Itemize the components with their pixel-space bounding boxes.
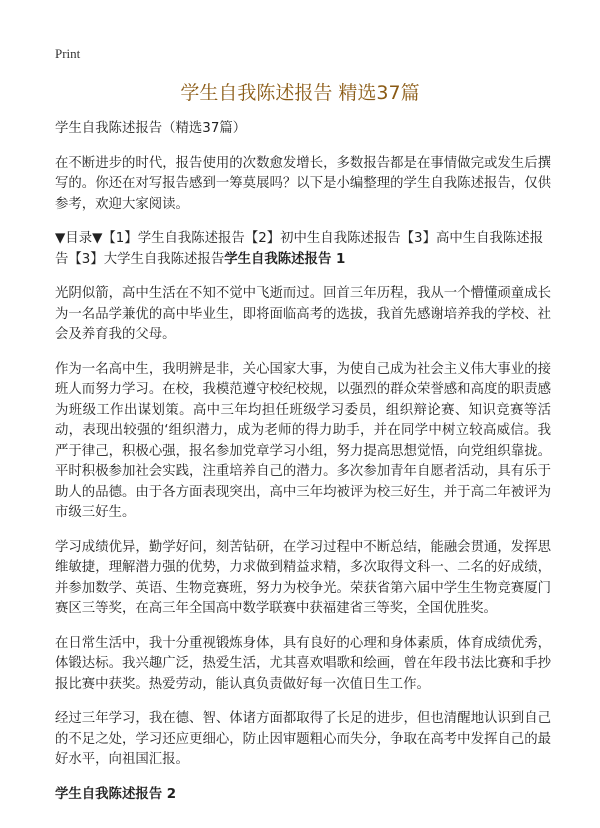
section-1-heading: 学生自我陈述报告 1 — [224, 251, 346, 267]
intro-paragraph: 在不断进步的时代，报告使用的次数愈发增长，多数报告都是在事情做完或发生后撰写的。你还在对写报告感到一筹莫展吗？以下是小编整理的学生自我陈述报告，仅供参考，欢迎大家阅读。 — [55, 155, 551, 212]
body-paragraph-3: 学习成绩优异，勤学好问，刻苦钻研，在学习过程中不断总结，能融会贯通，发挥思维敏捷，理解潜力强的优势，力求做到精益求精，多次取得文科一、二名的好成绩，并参加数学、英语、生物竞赛班，努力为校争光。荣获省第六届中学生生物竞赛厦门赛区三等奖，在高三年全国高中数学联赛中获福建省三等奖，全国优胜奖。 — [55, 539, 551, 616]
article-body — [55, 119, 551, 805]
toc-prefix: ▼目录▼ — [55, 231, 103, 246]
page-title: 学生自我陈述报告 精选37篇 — [180, 82, 420, 104]
print-link[interactable]: Print — [55, 46, 81, 61]
toc-link-4[interactable]: 【3】大学生自我陈述报告 — [68, 251, 225, 267]
toc-link-2[interactable]: 【2】初中生自我陈述报告 — [244, 231, 401, 246]
table-of-contents — [55, 229, 551, 270]
toc-link-3[interactable]: 【3】高中生自我陈述报告 — [55, 231, 544, 267]
subtitle: 学生自我陈述报告（精选37篇） — [55, 121, 247, 136]
body-paragraph-5: 经过三年学习，我在德、智、体诸方面都取得了长足的进步，但也清醒地认识到自己的不足之处，学习还应更细心，防止因审题粗心而失分，争取在高考中发挥自己的最好水平，向祖国汇报。 — [55, 711, 551, 767]
body-paragraph-1: 光阴似箭，高中生活在不知不觉中飞逝而过。回首三年历程，我从一个懵懂顽童成长为一名品学兼优的高中毕业生，即将面临高考的选拔，我首先感谢培养我的学校、社会及养育我的父母。 — [55, 286, 551, 342]
body-paragraph-4: 在日常生活中，我十分重视锻炼身体，具有良好的心理和身体素质，体育成绩优秀，体锻达标。我兴趣广泛，热爱生活，尤其喜欢唱歌和绘画，曾在年段书法比赛和手抄报比赛中获奖。热爱劳动，能认真负责做好每一次值日生工作。 — [55, 635, 551, 692]
section-2-heading: 学生自我陈述报告 2 — [55, 786, 177, 802]
toc-link-1[interactable]: 【1】学生自我陈述报告 — [102, 231, 245, 246]
body-paragraph-2: 作为一名高中生，我明辨是非，关心国家大事，为使自己成为社会主义伟大事业的接班人而努力学习。在校，我模范遵守校纪校规，以强烈的群众荣誉感和高度的职责感为班级工作出谋划策。高中三年均担任班级学习委员，组织辩论赛、知识竞赛等活动，表现出较强的‘组织潜力，成为老师的得力助手，并在同学中树立较高威信。我严于律己，积极心强，报名参加党章学习小组，努力提高思想觉悟，向党组织靠拢。平时积极参加社会实践，注重培养自己的潜力。多次参加青年自愿者活动，具有乐于助人的品德。由于各方面表现突出，高中三年均被评为校三好生，并于高二年被评为市级三好生。 — [55, 361, 551, 520]
